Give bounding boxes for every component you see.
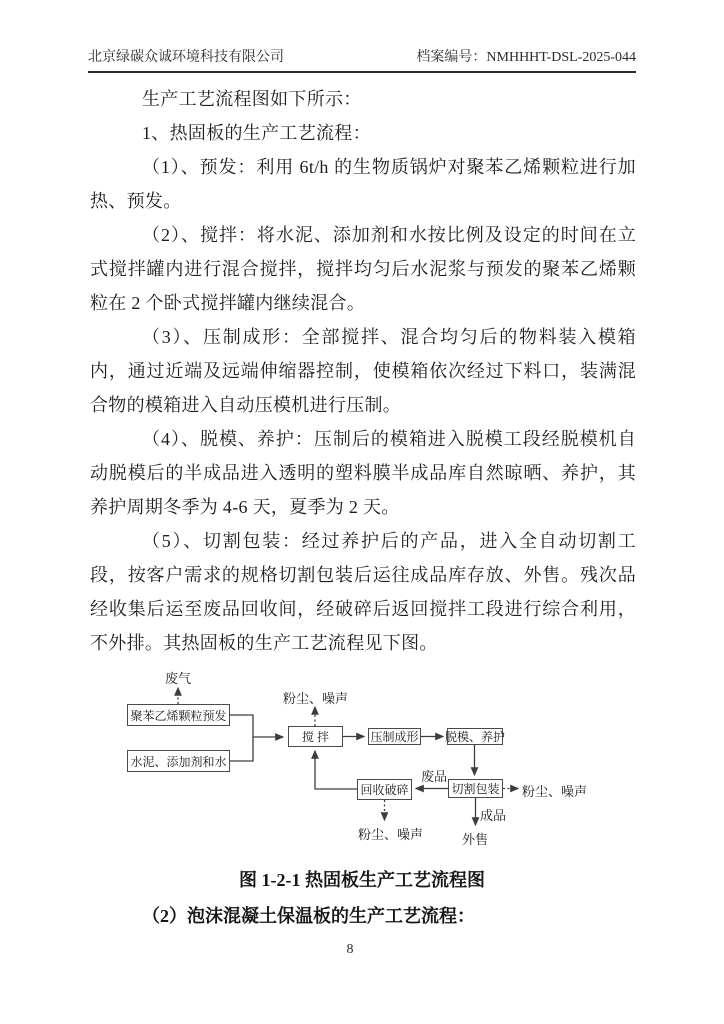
flow-label-dust-noise-recycling: 粉尘、噪声 <box>358 827 424 842</box>
page-number: 8 <box>346 942 354 957</box>
flow-label-waste-gas: 废气 <box>165 671 192 686</box>
flow-label-finished-product: 成品 <box>480 808 507 823</box>
paragraph-intro: 生产工艺流程图如下所示： <box>142 89 362 109</box>
process-flow-diagram <box>90 660 656 856</box>
flow-label-dust-noise-mixing: 粉尘、噪声 <box>283 691 349 706</box>
paragraph-step-5: （5）、切割包装：经过养护后的产品，进入全自动切割工段，按客户需求的规格切割包装后运往成品库存放、外售。残次品经收集后运至废品回收间，经破碎后返回搅拌工段进行综合利用，不外排。其热固板的生产工艺流程见下图。 <box>90 531 636 653</box>
page-header <box>88 46 636 73</box>
company-name: 北京绿碳众诚环境科技有限公司 <box>88 50 284 65</box>
flow-label-scrap: 废品 <box>421 769 448 784</box>
flow-label-dust-noise-cutting: 粉尘、噪声 <box>522 784 588 799</box>
figure-caption: 图 1-2-1 热固板生产工艺流程图 <box>239 870 485 890</box>
flow-box-recycling: 回收破碎 <box>357 779 412 800</box>
flow-box-mixing: 搅 拌 <box>288 726 343 747</box>
flow-label-sale: 外售 <box>462 832 489 847</box>
paragraph-step-2: （2）、搅拌：将水泥、添加剂和水按比例及设定的时间在立式搅拌罐内进行混合搅拌，搅拌均匀后水泥浆与预发的聚苯乙烯颗粒在 2 个卧式搅拌罐内继续混合。 <box>90 225 636 313</box>
paragraph-step-3: （3）、压制成形：全部搅拌、混合均匀后的物料装入模箱内，通过近端及远端伸缩器控制，使模箱依次经过下料口，装满混合物的模箱进入自动压模机进行压制。 <box>90 327 636 415</box>
flow-box-materials: 水泥、添加剂和水 <box>127 750 230 772</box>
flow-box-demolding: 脱模、养护 <box>445 730 506 744</box>
paragraph-heading-1: 1、热固板的生产工艺流程： <box>142 123 371 143</box>
section-subheading: （2）泡沫混凝土保温板的生产工艺流程： <box>142 906 475 926</box>
flow-box-pressing: 压制成形 <box>368 728 421 745</box>
flow-box-cutting: 切割包装 <box>448 779 503 798</box>
body-text <box>90 82 636 660</box>
flow-box-pre-expansion: 聚苯乙烯颗粒预发 <box>127 704 230 726</box>
archive-number: 档案编号：NMHHHT-DSL-2025-044 <box>416 50 636 65</box>
paragraph-step-1: （1）、预发：利用 6t/h 的生物质锅炉对聚苯乙烯颗粒进行加热、预发。 <box>90 157 636 211</box>
paragraph-step-4: （4）、脱模、养护：压制后的模箱进入脱模工段经脱模机自动脱模后的半成品进入透明的塑料膜半成品库自然晾晒、养护，其养护周期冬季为 4-6 天，夏季为 2 天。 <box>90 429 636 517</box>
